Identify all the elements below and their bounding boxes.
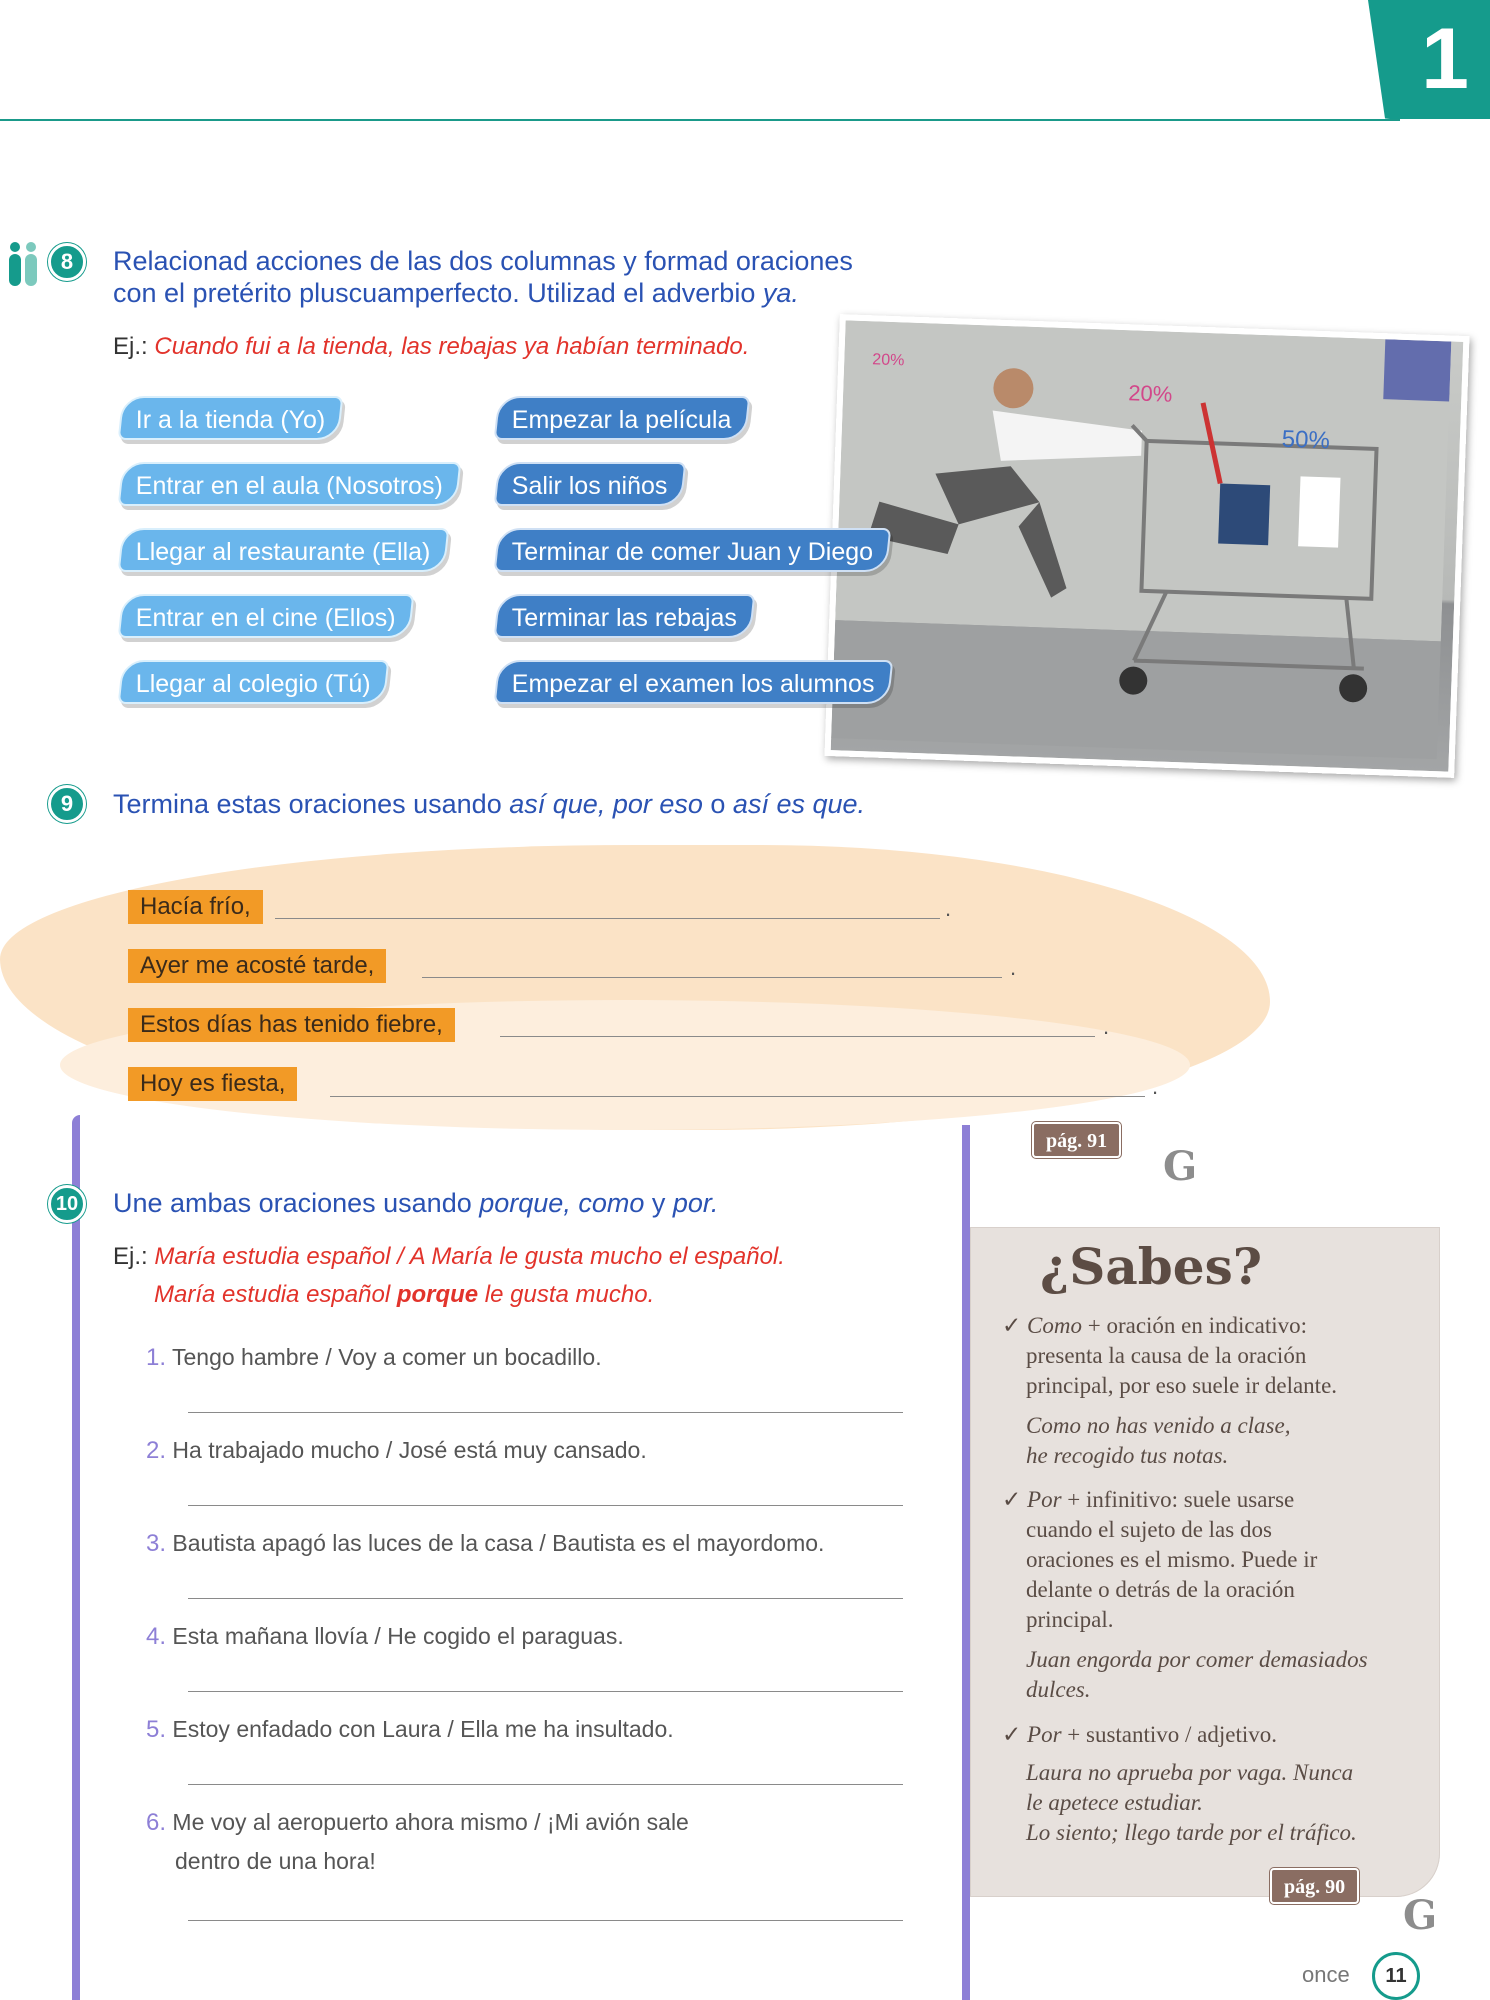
grammar-page-ref[interactable]: pág. 90 bbox=[1270, 1868, 1359, 1904]
exercise-8-instruction bbox=[113, 245, 943, 309]
sabes-text: oraciones es el mismo. Puede ir bbox=[1026, 1547, 1318, 1572]
prompt-label: Estos días has tenido fiebre, bbox=[128, 1008, 455, 1042]
unit-number: 1 bbox=[1421, 11, 1469, 107]
exercise-10-example bbox=[113, 1238, 953, 1314]
grammar-page-ref[interactable]: pág. 91 bbox=[1032, 1122, 1121, 1158]
answer-line[interactable] bbox=[500, 1036, 1095, 1037]
item-text: Bautista apagó las luces de la casa / Bautista es el mayordomo. bbox=[172, 1530, 825, 1556]
left-item: Entrar en el cine (Ellos) bbox=[118, 594, 414, 638]
example-label: Ej.: bbox=[113, 333, 148, 360]
header-rule bbox=[0, 119, 1400, 121]
answer-line[interactable] bbox=[188, 1784, 903, 1785]
item-number: 2. bbox=[146, 1437, 167, 1464]
exercise-10-frame bbox=[72, 1115, 80, 2000]
sabes-point-3 bbox=[1002, 1720, 1432, 1848]
grammar-icon: G bbox=[1403, 1892, 1438, 1939]
page-number: 11 bbox=[1372, 1952, 1420, 2000]
item-number: 4. bbox=[146, 1623, 167, 1650]
item bbox=[146, 1524, 956, 1563]
exercise-9-instruction bbox=[113, 788, 1013, 820]
item-text: Ha trabajado mucho / José está muy cansado. bbox=[172, 1437, 647, 1463]
sabes-keyword: Como bbox=[1027, 1313, 1082, 1338]
item-text: dentro de una hora! bbox=[175, 1848, 376, 1874]
answer-line[interactable] bbox=[422, 977, 1002, 978]
answer-line[interactable] bbox=[188, 1691, 903, 1692]
instruction-keyword: por. bbox=[672, 1188, 719, 1218]
sabes-keyword: Por bbox=[1027, 1722, 1062, 1747]
prompt-label: Ayer me acosté tarde, bbox=[128, 949, 386, 983]
sabes-example: Lo siento; llego tarde por el tráfico. bbox=[1026, 1820, 1357, 1845]
sabes-example: Como no has venido a clase, bbox=[1026, 1413, 1291, 1438]
sabes-text: presenta la causa de la oración bbox=[1026, 1343, 1307, 1368]
shopping-cart-photo bbox=[824, 314, 1469, 778]
instruction-keyword: ya. bbox=[762, 278, 799, 308]
item-text: Esta mañana llovía / He cogido el paraguas. bbox=[172, 1623, 624, 1649]
item bbox=[146, 1431, 946, 1470]
sabes-text: + infinitivo: suele usarse bbox=[1061, 1487, 1295, 1512]
instruction-text: con el pretérito pluscuamperfecto. Utilizad el adverbio bbox=[113, 278, 763, 308]
right-item: Empezar la película bbox=[494, 396, 750, 440]
sabes-text: principal, por eso suele ir delante. bbox=[1026, 1373, 1338, 1398]
answer-line[interactable] bbox=[188, 1505, 903, 1506]
instruction-text: Une ambas oraciones usando bbox=[113, 1188, 480, 1218]
example-text: María estudia español / A María le gusta mucho el español. bbox=[154, 1243, 785, 1270]
sabes-text: principal. bbox=[1026, 1607, 1114, 1632]
sabes-example: Juan engorda por comer demasiados bbox=[1026, 1647, 1368, 1672]
discount-tag: 20% bbox=[1127, 380, 1173, 407]
sabes-example: Laura no aprueba por vaga. Nunca bbox=[1026, 1760, 1354, 1785]
instruction-keyword: por eso bbox=[612, 789, 703, 819]
example-line-2 bbox=[113, 1276, 953, 1314]
instruction-keyword: porque bbox=[479, 1188, 564, 1218]
instruction-keyword: como bbox=[578, 1188, 645, 1218]
sabes-example: dulces. bbox=[1026, 1677, 1091, 1702]
exercise-9-badge: 9 bbox=[48, 785, 86, 823]
sabes-point-2 bbox=[1002, 1485, 1427, 1705]
column-divider bbox=[962, 1125, 970, 2000]
exercise-10-instruction bbox=[113, 1187, 933, 1219]
end-mark: . bbox=[1152, 1074, 1159, 1099]
left-item: Entrar en el aula (Nosotros) bbox=[118, 462, 462, 506]
instruction-line-2 bbox=[113, 277, 943, 309]
sabes-example: le apetece estudiar. bbox=[1026, 1790, 1203, 1815]
discount-tag: 50% bbox=[1281, 425, 1331, 455]
check-icon: ✓ bbox=[1002, 1722, 1022, 1747]
item-number: 6. bbox=[146, 1809, 167, 1836]
left-item: Llegar al colegio (Tú) bbox=[118, 660, 389, 704]
check-icon: ✓ bbox=[1002, 1487, 1022, 1512]
sabes-text: cuando el sujeto de las dos bbox=[1026, 1517, 1272, 1542]
sabes-text: + oración en indicativo: bbox=[1081, 1313, 1307, 1338]
right-item: Salir los niños bbox=[494, 462, 686, 506]
right-item: Terminar las rebajas bbox=[494, 594, 756, 638]
example-text: Cuando fui a la tienda, las rebajas ya habían terminado. bbox=[154, 333, 750, 360]
instruction-keyword: así que bbox=[509, 789, 598, 819]
exercise-8-badge: 8 bbox=[48, 243, 86, 281]
pair-work-icon bbox=[6, 240, 40, 288]
item bbox=[146, 1803, 946, 1880]
item-number: 1. bbox=[146, 1344, 167, 1371]
item bbox=[146, 1617, 946, 1656]
item-text: Tengo hambre / Voy a comer un bocadillo. bbox=[172, 1344, 602, 1370]
sabes-keyword: Por bbox=[1027, 1487, 1062, 1512]
check-icon: ✓ bbox=[1002, 1313, 1022, 1338]
right-item: Empezar el examen los alumnos bbox=[494, 660, 893, 704]
instruction-text: , bbox=[597, 789, 613, 819]
sabes-point-1 bbox=[1002, 1311, 1427, 1471]
grammar-icon: G bbox=[1163, 1143, 1198, 1190]
example-text: María estudia español bbox=[154, 1281, 397, 1308]
answer-line[interactable] bbox=[188, 1920, 903, 1921]
example-line-1 bbox=[113, 1238, 953, 1276]
exercise-8-example bbox=[113, 328, 853, 366]
instruction-line-1: Relacionad acciones de las dos columnas y formad oraciones bbox=[113, 246, 853, 276]
end-mark: . bbox=[945, 896, 952, 921]
sabes-box bbox=[970, 1227, 1440, 1897]
end-mark: . bbox=[1103, 1014, 1110, 1039]
example-text: le gusta mucho. bbox=[478, 1281, 655, 1308]
prompt-label: Hoy es fiesta, bbox=[128, 1067, 297, 1101]
sabes-text: + sustantivo / adjetivo. bbox=[1061, 1722, 1278, 1747]
prompt-label: Hacía frío, bbox=[128, 890, 263, 924]
left-item: Ir a la tienda (Yo) bbox=[118, 396, 344, 440]
right-item: Terminar de comer Juan y Diego bbox=[494, 528, 892, 572]
item-text: Me voy al aeropuerto ahora mismo / ¡Mi avión sale bbox=[172, 1809, 689, 1835]
instruction-keyword: así es que bbox=[732, 789, 858, 819]
instruction-text: y bbox=[644, 1188, 673, 1218]
example-keyword: porque bbox=[396, 1281, 479, 1308]
answer-line[interactable] bbox=[188, 1598, 903, 1599]
sabes-text: delante o detrás de la oración bbox=[1026, 1577, 1295, 1602]
sabes-title: ¿Sabes? bbox=[1040, 1237, 1263, 1296]
instruction-text: , bbox=[563, 1188, 579, 1218]
item-number: 3. bbox=[146, 1530, 167, 1557]
left-item: Llegar al restaurante (Ella) bbox=[118, 528, 449, 572]
item-number: 5. bbox=[146, 1716, 167, 1743]
item bbox=[146, 1710, 946, 1749]
item-text: Estoy enfadado con Laura / Ella me ha insultado. bbox=[172, 1716, 674, 1742]
answer-line[interactable] bbox=[330, 1096, 1145, 1097]
answer-line[interactable] bbox=[188, 1412, 903, 1413]
end-mark: . bbox=[1010, 955, 1017, 980]
sabes-example: he recogido tus notas. bbox=[1026, 1443, 1229, 1468]
instruction-text: o bbox=[702, 789, 733, 819]
page-word: once bbox=[1302, 1962, 1350, 1987]
item bbox=[146, 1338, 946, 1377]
instruction-text: Termina estas oraciones usando bbox=[113, 789, 510, 819]
answer-line[interactable] bbox=[275, 918, 940, 919]
instruction-text: . bbox=[857, 789, 866, 819]
discount-tag: 20% bbox=[872, 351, 905, 370]
exercise-10-badge: 10 bbox=[48, 1185, 86, 1223]
example-label: Ej.: bbox=[113, 1243, 148, 1270]
